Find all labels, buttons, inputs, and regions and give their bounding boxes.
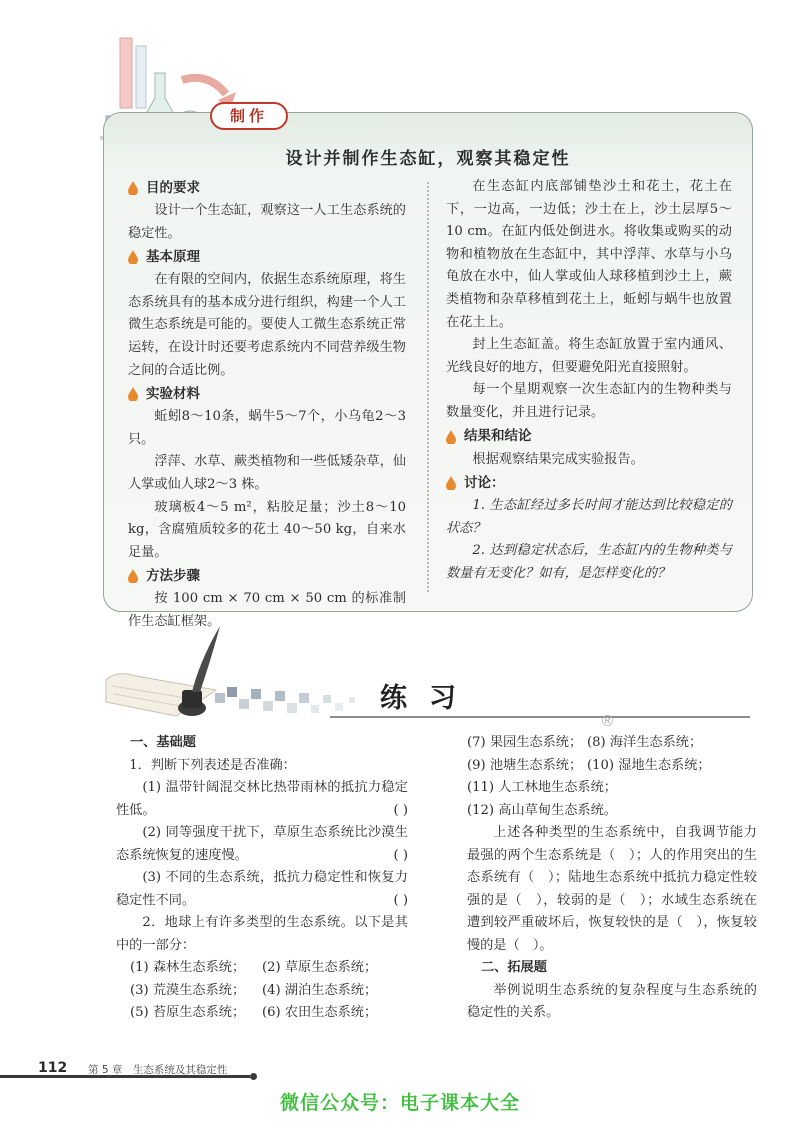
drop-icon [128, 181, 138, 195]
extension-text: 举例说明生态系统的复杂程度与生态系统的稳定性的关系。 [467, 982, 757, 1020]
statement-2-text: (2) 同等强度干扰下，草原生态系统比沙漠生态系统恢复的速度慢。 [116, 825, 408, 863]
statement-1 [116, 777, 408, 822]
ecosystem-item: (4) 湖泊生态系统； [262, 982, 378, 998]
section-steps [128, 564, 406, 588]
materials-item: 玻璃板4～5 m²，粘胶足量；沙土8～10 kg，含腐殖质较多的花土 40～50 kg，自来水足量。 [128, 499, 406, 560]
ecosystem-item: (10) 湿地生态系统； [587, 757, 711, 773]
ecosystem-item: (12) 高山草甸生态系统。 [467, 802, 617, 818]
statement-3-text: (3) 不同的生态系统，抵抗力稳定性和恢复力稳定性不同。 [116, 870, 408, 908]
question-2: 2．地球上有许多类型的生态系统。以下是其中的一部分： [116, 915, 408, 953]
registered-mark: ® [600, 712, 615, 730]
materials-item: 浮萍、水草、蕨类植物和一些低矮杂草，仙人掌或仙人球2～3 株。 [128, 454, 406, 492]
extension-heading: 二、拓展题 [481, 960, 547, 975]
answer-paren: ( ) [393, 802, 408, 818]
drop-icon [128, 250, 138, 264]
ecosystem-item: (6) 农田生态系统； [262, 1005, 378, 1020]
steps-item: 按 100 cm × 70 cm × 50 cm 的标准制作生态缸框架。 [128, 591, 406, 629]
answer-paren: ( ) [393, 847, 408, 863]
mosaic-decoration [215, 683, 375, 717]
result-text: 根据观察结果完成实验报告。 [472, 451, 644, 467]
section-purpose [128, 176, 406, 200]
page-number: 112 [38, 1060, 68, 1076]
ecosystem-row [116, 980, 408, 1003]
statement-3 [116, 867, 408, 912]
purpose-text: 设计一个生态缸，观察这一人工生态系统的稳定性。 [128, 203, 406, 241]
question-2-text: 上述各种类型的生态系统中，自我调节能力最强的两个生态系统是（ ）；人的作用突出的生态系统有（ ）；陆地生态系统中抵抗力稳定性较强的是（ ），较弱的是（ ）；水域生态系统在遭到较严重破坏后，恢复较快的是（ ），恢复较慢的是（ ）。 [467, 825, 757, 953]
statement-1-text: (1) 温带针阔混交林比热带雨林的抵抗力稳定性低。 [116, 780, 408, 818]
footer-dot [250, 1073, 257, 1080]
materials-heading: 实验材料 [146, 385, 200, 402]
drop-icon [128, 387, 138, 401]
practice-left-column [116, 732, 408, 1025]
ecosystem-row [116, 957, 408, 980]
basic-heading: 一、基础题 [130, 735, 196, 750]
question-1: 1．判断下列表述是否准确： [129, 757, 296, 773]
section-materials [128, 382, 406, 406]
steps-item: 每一个星期观察一次生态缸内的生物种类与数量变化，并且进行记录。 [446, 382, 732, 420]
section-principle [128, 245, 406, 269]
principle-heading: 基本原理 [146, 248, 200, 265]
ecosystem-item: (8) 海洋生态系统； [587, 735, 703, 750]
discussion-question: 2. 达到稳定状态后，生态缸内的生物种类与数量有无变化？如有，是怎样变化的？ [446, 543, 732, 581]
ecosystem-item: (5) 苔原生态系统； [130, 1005, 246, 1020]
wechat-banner: 微信公众号：电子课本大全 [279, 1092, 520, 1114]
column-divider [427, 182, 429, 592]
section-result [446, 425, 732, 449]
ecosystem-item: (1) 森林生态系统； [130, 960, 246, 975]
ecosystem-item: (2) 草原生态系统； [262, 960, 378, 975]
practice-rule [330, 716, 750, 718]
statement-2 [116, 822, 408, 867]
drop-icon [446, 476, 456, 490]
purpose-heading: 目的要求 [146, 179, 200, 196]
chapter-label: 第 5 章 生态系统及其稳定性 [88, 1064, 228, 1076]
steps-item: 封上生态缸盖。将生态缸放置于室内通风、光线良好的地方，但要避免阳光直接照射。 [446, 337, 732, 375]
steps-item: 在生态缸内底部铺垫沙土和花土，花土在下，一边高，一边低；沙土在上，沙土层厚5～10 cm。在缸内低处倒进水。将收集或购买的动物和植物放在生态缸中，其中浮萍、水草与小乌龟放在水中，仙人掌或仙人球移植到沙土上，蕨类植物和杂草移植到花土上，蚯蚓与蜗牛也放置在花土上。 [446, 179, 732, 330]
make-tab: 制作 [210, 102, 288, 130]
practice-title: 练习 [380, 683, 478, 714]
discussion-heading: 讨论： [464, 474, 505, 491]
discussion-question: 1. 生态缸经过多长时间才能达到比较稳定的状态？ [446, 498, 732, 536]
practice-right-column [467, 732, 757, 1025]
drop-icon [446, 430, 456, 444]
drop-icon [128, 569, 138, 583]
activity-title: 设计并制作生态缸，观察其稳定性 [285, 149, 571, 169]
activity-left-column [128, 176, 406, 634]
ecosystem-item: (3) 荒漠生态系统； [130, 982, 246, 998]
result-heading: 结果和结论 [464, 428, 532, 445]
steps-heading: 方法步骤 [146, 568, 200, 585]
ecosystem-row [116, 1002, 408, 1025]
ecosystem-item: (11) 人工林地生态系统； [467, 780, 617, 795]
principle-text: 在有限的空间内，依据生态系统原理，将生态系统具有的基本成分进行组织，构建一个人工微生态系统是可能的。要使人工微生态系统正常运转，在设计时还要考虑系统内不同营养级生物之间的合适比例。 [128, 272, 406, 378]
materials-item: 蚯蚓8～10条，蜗牛5～7个，小乌龟2～3只。 [128, 409, 406, 447]
ecosystem-row [467, 755, 757, 778]
answer-paren: ( ) [393, 892, 408, 908]
activity-right-column [446, 176, 732, 586]
ecosystem-item: (9) 池塘生态系统； [467, 757, 583, 773]
section-discussion [446, 471, 732, 495]
ecosystem-row [467, 732, 757, 755]
ecosystem-item: (7) 果园生态系统； [467, 735, 583, 750]
